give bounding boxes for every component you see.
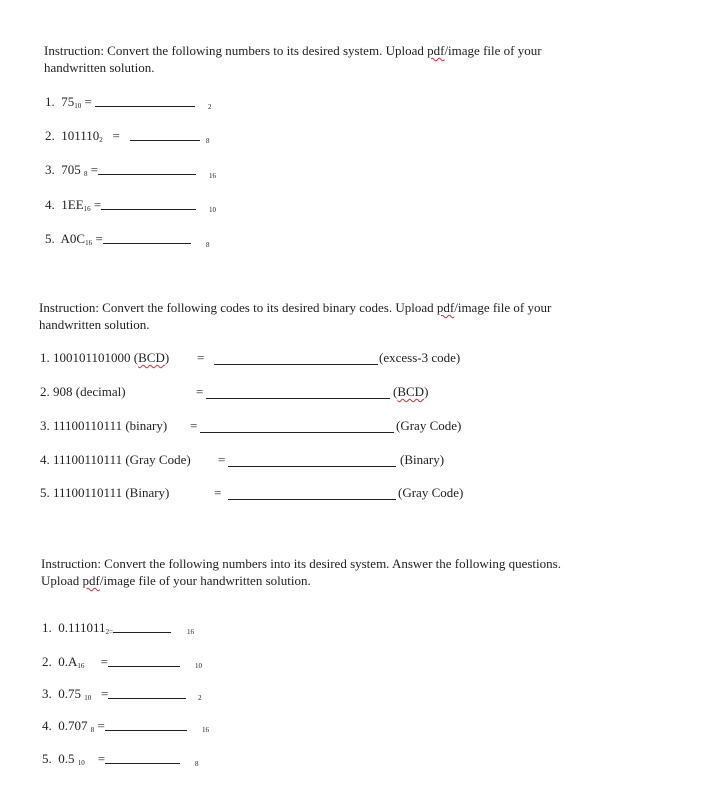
s2-q2-target	[393, 384, 428, 400]
s2-q1-target: (excess-3 code)	[379, 350, 461, 365]
instruction-2-text-a: Instruction: Convert the following codes to its desired binary codes. Upload	[39, 300, 437, 315]
s2-q3-answer-line[interactable]	[200, 432, 394, 433]
s3-q4-answer-line[interactable]	[105, 730, 187, 731]
s2-q5-target: (Gray Code)	[398, 485, 464, 500]
s1-question-3	[45, 162, 196, 178]
s1-q3-answer-line[interactable]	[98, 174, 196, 175]
s3-q5-answer-line[interactable]	[105, 763, 180, 764]
s3-q5-value: 0.5	[58, 751, 75, 766]
s1-q2-number: 2.	[45, 128, 55, 143]
s2-q5-answer-line[interactable]	[228, 499, 396, 500]
s1-q5-equals: =	[95, 231, 103, 246]
s3-q2-base: 16	[77, 662, 85, 670]
s2-q3-equals: =	[190, 418, 198, 433]
s3-q5-number: 5.	[42, 751, 52, 766]
s1-q2-base: 2	[99, 136, 103, 144]
s3-q3-equals: =	[101, 686, 109, 701]
s1-q2-answer-line[interactable]	[130, 140, 200, 141]
s3-question-1	[42, 620, 171, 636]
s3-q5-target-base: 8	[195, 760, 199, 768]
s2-q2-equals: =	[196, 384, 204, 399]
s3-q5-equals: =	[97, 751, 106, 766]
s2-q4-answer-line[interactable]	[228, 466, 396, 467]
s3-question-2	[42, 654, 180, 670]
s2-q1-bcd: BCD	[138, 350, 165, 365]
instruction-2	[39, 299, 551, 333]
s1-q5-base: 16	[85, 239, 93, 247]
s2-q2-target-open: (	[393, 384, 398, 399]
s1-q4-equals: =	[93, 197, 102, 212]
s1-q2-value: 101110	[61, 128, 100, 143]
s2-q5-label: 5. 11100110111 (Binary)	[40, 485, 170, 500]
s2-q4-equals: =	[218, 452, 226, 467]
instruction-2-text-b: /image file of your	[454, 300, 552, 315]
s3-q3-answer-line[interactable]	[108, 698, 186, 699]
s2-q5-equals: =	[214, 485, 222, 500]
s3-q3-base: 10	[84, 694, 92, 702]
s2-q2-target-bcd: BCD	[397, 384, 425, 399]
s1-q5-target-base: 8	[206, 241, 210, 249]
s3-q4-value: 0.707	[58, 718, 88, 733]
s2-q2-label: 2. 908 (decimal)	[40, 384, 126, 399]
s2-q1-equals: =	[197, 350, 205, 365]
instruction-3-text-b: /image file of your handwritten solution.	[99, 573, 311, 588]
s1-q2-equals: =	[112, 128, 120, 143]
s1-q4-number: 4.	[45, 197, 55, 212]
s3-q2-answer-line[interactable]	[108, 666, 180, 667]
s1-q5-value: A0C	[60, 231, 86, 246]
s1-q1-base: 10	[74, 102, 82, 110]
s1-q3-number: 3.	[45, 162, 55, 177]
s3-q3-number: 3.	[42, 686, 52, 701]
instruction-3-text-a: Upload	[41, 573, 83, 588]
instruction-1-text-b: /image file of your	[444, 43, 542, 58]
s3-q3-target-base: 2	[198, 694, 202, 702]
s3-q1-equals: =	[109, 628, 114, 636]
s2-q2-target-close: )	[424, 384, 429, 399]
s1-q1-value: 75	[61, 94, 75, 109]
s3-q2-equals: =	[100, 654, 108, 669]
s2-q2-answer-line[interactable]	[206, 398, 390, 399]
s1-q1-answer-line[interactable]	[95, 106, 195, 107]
s1-q1-target-base: 2	[208, 103, 212, 111]
s3-q4-target-base: 16	[202, 726, 209, 734]
instruction-1-text-line2: handwritten solution.	[44, 60, 155, 75]
instruction-2-text-line2: handwritten solution.	[39, 317, 150, 332]
instruction-1-pdf: pdf	[427, 43, 445, 58]
s2-q3-target: (Gray Code)	[396, 418, 462, 433]
s2-q3-label: 3. 11100110111 (binary)	[40, 418, 168, 433]
s1-q4-answer-line[interactable]	[101, 209, 196, 210]
s1-q5-answer-line[interactable]	[103, 243, 191, 244]
s1-q3-value: 705	[61, 162, 81, 177]
instruction-3-text-line1: Instruction: Convert the following numbers into its desired system. Answer the following questions.	[41, 556, 561, 571]
s2-q4-label: 4. 11100110111 (Gray Code)	[40, 452, 191, 467]
s3-q1-target-base: 16	[187, 628, 194, 636]
s1-q4-value: 1EE	[61, 197, 84, 212]
s1-question-4	[45, 197, 196, 213]
s2-q1-answer-line[interactable]	[214, 364, 378, 365]
s3-q2-number: 2.	[42, 654, 52, 669]
s3-q2-target-base: 10	[195, 662, 202, 670]
s1-q4-base: 16	[83, 205, 91, 213]
s1-q2-target-base: 8	[206, 137, 210, 145]
s3-q1-answer-line[interactable]	[113, 632, 171, 633]
s1-q4-target-base: 10	[209, 206, 216, 214]
s3-q1-base: 2	[105, 628, 110, 636]
s3-q5-base: 10	[77, 759, 85, 767]
s1-q1-equals: =	[84, 94, 92, 109]
instruction-1	[44, 42, 542, 76]
s2-q1-label: 1. 100101101000 (	[40, 350, 139, 365]
s3-question-5	[42, 751, 180, 767]
s1-q5-number: 5.	[45, 231, 55, 246]
s2-q1-label-end: )	[164, 350, 170, 365]
s1-question-2	[45, 128, 200, 144]
s3-q2-value: 0.A	[58, 654, 78, 669]
instruction-2-pdf: pdf	[436, 300, 455, 315]
s1-question-1	[45, 94, 195, 110]
s3-q4-base: 8	[90, 726, 95, 734]
s1-q1-number: 1.	[45, 94, 55, 109]
s2-question-1	[40, 350, 169, 366]
s2-q4-target: (Binary)	[400, 452, 445, 467]
instruction-3	[41, 555, 561, 589]
instruction-1-text-a: Instruction: Convert the following numbers to its desired system. Upload	[44, 43, 428, 58]
s3-question-4	[42, 718, 187, 734]
s1-question-5	[45, 231, 191, 247]
s3-question-3	[42, 686, 186, 702]
s1-q3-equals: =	[90, 162, 99, 177]
s1-q3-base: 8	[84, 170, 88, 178]
s3-q1-value: 0.111011	[58, 620, 106, 635]
instruction-3-pdf: pdf	[82, 573, 100, 588]
s3-q1-number: 1.	[42, 620, 52, 635]
s3-q4-equals: =	[97, 718, 105, 733]
s3-q4-number: 4.	[42, 718, 52, 733]
s3-q3-value: 0.75	[58, 686, 81, 701]
s1-q3-target-base: 16	[209, 172, 216, 180]
